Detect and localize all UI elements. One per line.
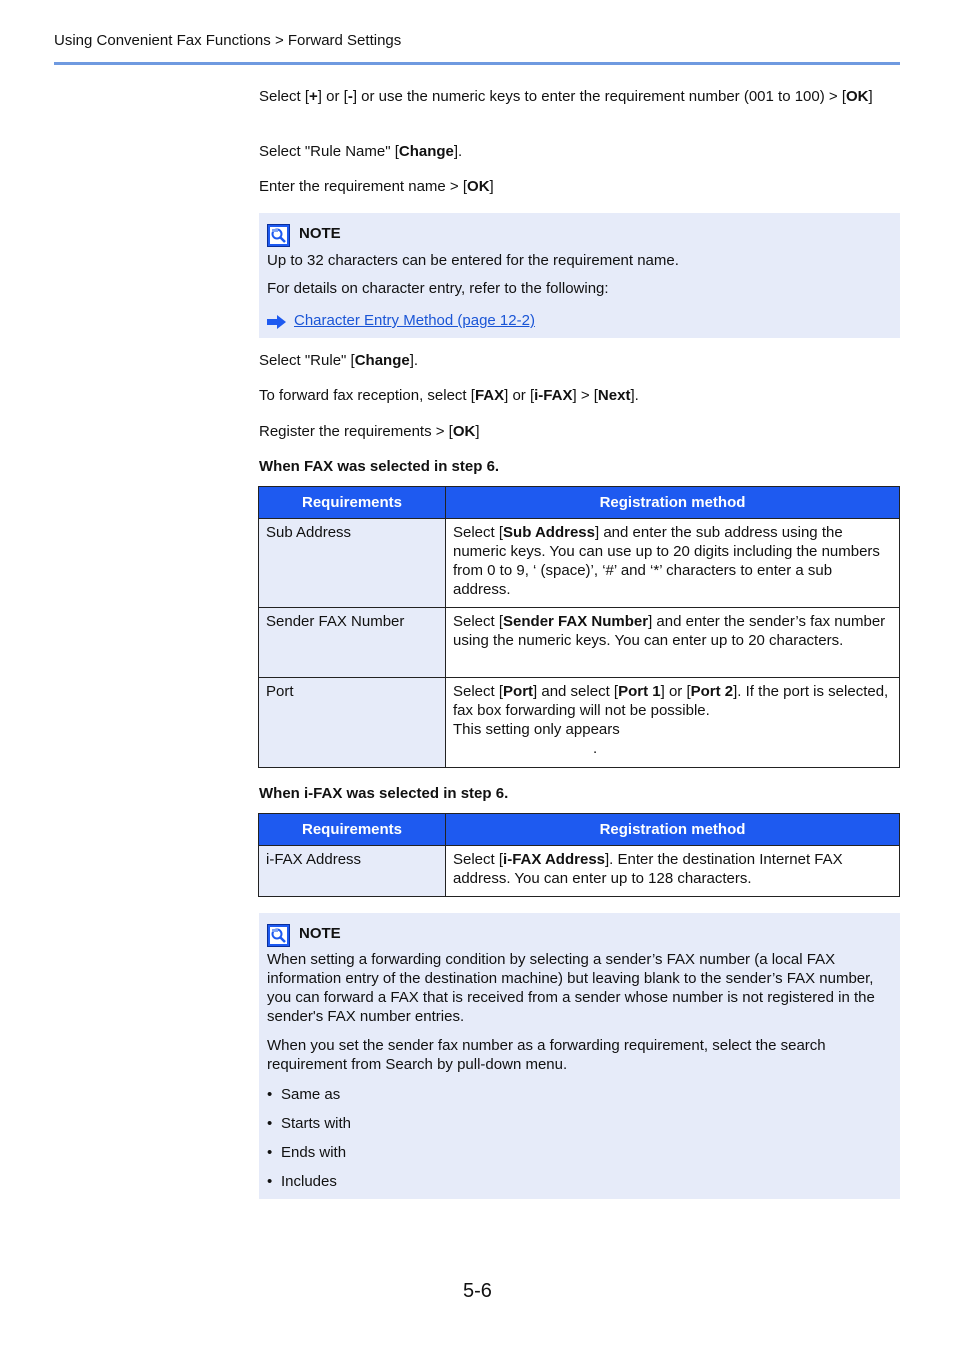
bullet-icon: • <box>267 1115 273 1132</box>
header-divider <box>54 62 900 65</box>
note-icon <box>267 924 290 947</box>
list-item: • Ends with <box>267 1144 347 1161</box>
bullet-icon: • <box>267 1144 273 1161</box>
requirement-cell: Sender FAX Number <box>259 608 446 678</box>
note-text: Up to 32 characters can be entered for the requirement name. <box>267 252 679 269</box>
column-header-registration-method: Registration method <box>446 814 900 846</box>
bullet-icon: • <box>267 1086 273 1103</box>
column-header-requirements: Requirements <box>259 487 446 519</box>
note-text: For details on character entry, refer to the following: <box>267 280 609 297</box>
fax-section-heading: When FAX was selected in step 6. <box>259 458 500 475</box>
table-header-row <box>259 487 900 519</box>
fax-requirements-table <box>258 486 900 768</box>
step-enter-name: Enter the requirement name > [OK] <box>259 178 494 195</box>
note-title: NOTE <box>299 225 341 242</box>
breadcrumb: Using Convenient Fax Functions > Forward Settings <box>54 32 402 49</box>
arrow-right-icon <box>267 315 287 329</box>
step-register-requirements: Register the requirements > [OK] <box>259 423 480 440</box>
registration-method-cell: Select [Sender FAX Number] and enter the sender’s fax number using the numeric keys. You can enter up to 20 characters. <box>446 608 900 678</box>
note-icon <box>267 224 290 247</box>
column-header-requirements: Requirements <box>259 814 446 846</box>
note-title: NOTE <box>299 925 341 942</box>
step-enter-requirement-number: Select [+] or [-] or use the numeric keys to enter the requirement number (001 to 100) > [OK] <box>259 88 873 105</box>
table-row <box>259 519 900 608</box>
registration-method-cell: Select [Sub Address] and enter the sub address using the numeric keys. You can use up to 20 digits including the numbers from 0 to 9, ‘ (space)’, ‘#’ and ‘*’ characters to enter a sub address. <box>446 519 900 608</box>
requirement-cell: Port <box>259 678 446 768</box>
step-rule-name: Select "Rule Name" [Change]. <box>259 143 463 160</box>
note-box-forwarding-condition <box>259 913 900 1199</box>
list-item: • Includes <box>267 1173 337 1190</box>
requirement-cell: Sub Address <box>259 519 446 608</box>
bullet-icon: • <box>267 1173 273 1190</box>
step-select-fax-type: To forward fax reception, select [FAX] or [i-FAX] > [Next]. <box>259 387 639 404</box>
list-item: • Same as <box>267 1086 341 1103</box>
step-rule: Select "Rule" [Change]. <box>259 352 419 369</box>
table-row <box>259 846 900 897</box>
column-header-registration-method: Registration method <box>446 487 900 519</box>
table-row <box>259 678 900 768</box>
registration-method-cell: Select [Port] and select [Port 1] or [Port 2]. If the port is selected, fax box forwarding will not be possible. This setting only appears . <box>446 678 900 768</box>
registration-method-cell: Select [i-FAX Address]. Enter the destination Internet FAX address. You can enter up to 128 characters. <box>446 846 900 897</box>
ifax-section-heading: When i-FAX was selected in step 6. <box>259 785 509 802</box>
note-box-requirement-name <box>259 213 900 338</box>
page-number: 5-6 <box>463 1280 492 1302</box>
note-paragraph: When you set the sender fax number as a forwarding requirement, select the search requirement from Search by pull-down menu. <box>267 1037 826 1073</box>
ifax-requirements-table <box>258 813 900 897</box>
character-entry-method-link[interactable]: Character Entry Method (page 12-2) <box>294 312 535 329</box>
list-item: • Starts with <box>267 1115 352 1132</box>
requirement-cell: i-FAX Address <box>259 846 446 897</box>
note-paragraph: When setting a forwarding condition by selecting a sender’s FAX number (a local FAX information entry of the destination machine) but leaving blank to the sender’s FAX number, you can forward a FAX that is received from a sender whose number is not registered in the sender's FAX number entries. <box>267 951 875 1025</box>
table-row <box>259 608 900 678</box>
table-header-row <box>259 814 900 846</box>
